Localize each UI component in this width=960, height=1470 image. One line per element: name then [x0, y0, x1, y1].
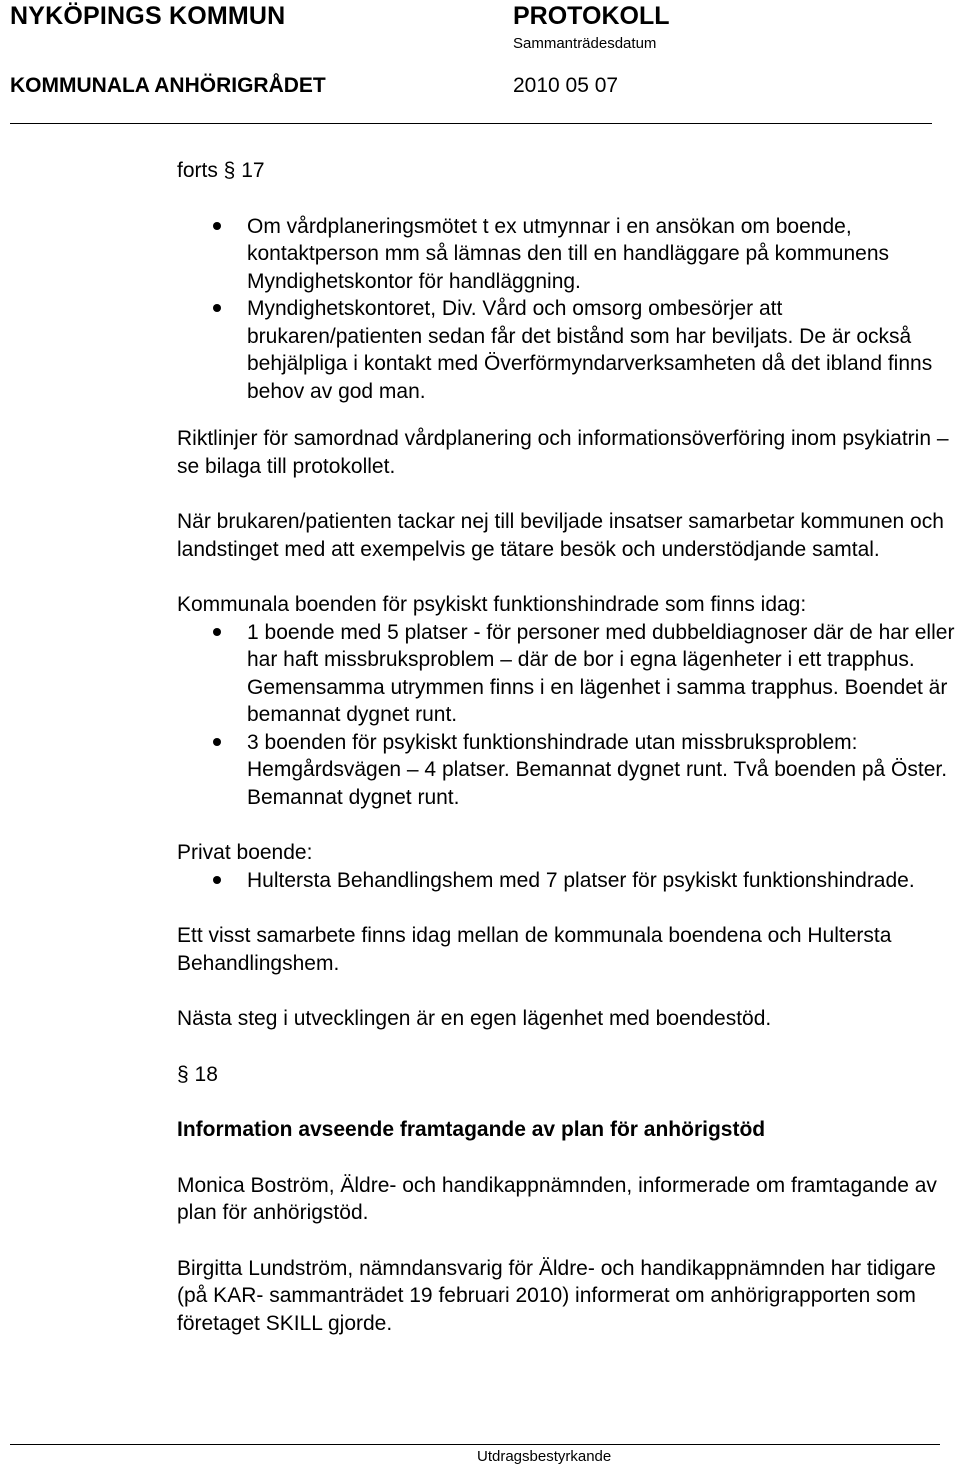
- kommunala-bullet-list: [177, 619, 957, 812]
- bullet-icon: [213, 876, 221, 884]
- bullet-icon: [213, 304, 221, 312]
- paragraph-nasta: Nästa steg i utvecklingen är en egen lägenhet med boendestöd.: [177, 1007, 772, 1030]
- meeting-date-label: Sammanträdesdatum: [513, 35, 657, 52]
- document-body: [177, 157, 957, 1337]
- paragraph-samarbete: Ett visst samarbete finns idag mellan de kommunala boendena och Hultersta Behandlingshem.: [177, 924, 892, 975]
- paragraph-birgitta: Birgitta Lundström, nämndansvarig för Äldre- och handikappnämnden har tidigare (på KAR- sammanträdet 19 februari 2010) informerat om anhörigrapporten som företaget SKILL gjorde.: [177, 1256, 936, 1335]
- list-item: Hultersta Behandlingshem med 7 platser för psykiskt funktionshindrade.: [176, 867, 957, 895]
- paragraph-privat: Privat boende:: [177, 841, 313, 864]
- bullet-icon: [213, 222, 221, 230]
- section-17-heading: forts § 17: [177, 159, 265, 182]
- paragraph-nar: När brukaren/patienten tackar nej till beviljade insatser samarbetar kommunen och landstinget med att exempelvis ge tätare besök och understödjande samtal.: [177, 510, 944, 561]
- privat-bullet-list: [177, 867, 957, 895]
- section-17-bullet-list: [177, 213, 957, 406]
- header-divider: [10, 123, 932, 124]
- bullet-icon: [213, 628, 221, 636]
- bullet-icon: [213, 738, 221, 746]
- section-18-title: Information avseende framtagande av plan för anhörigstöd: [177, 1118, 766, 1141]
- list-item: 3 boenden för psykiskt funktionshindrade utan missbruksproblem: Hemgårdsvägen – 4 platser. Bemannat dygnet runt. Två boenden på Öster. Bemannat dygnet runt.: [176, 729, 957, 812]
- meeting-date: 2010 05 07: [513, 74, 619, 97]
- footer-label: Utdragsbestyrkande: [477, 1448, 612, 1465]
- committee-name: KOMMUNALA ANHÖRIGRÅDET: [10, 74, 326, 97]
- paragraph-kommunala: Kommunala boenden för psykiskt funktionshindrade som finns idag:: [177, 593, 807, 616]
- document-type: PROTOKOLL: [513, 2, 670, 30]
- paragraph-monica: Monica Boström, Äldre- och handikappnämnden, informerade om framtagande av plan för anhörigstöd.: [177, 1173, 937, 1224]
- list-item: 1 boende med 5 platser - för personer med dubbeldiagnoser där de har eller har haft missbruksproblem – där de bor i egna lägenheter i ett trapphus. Gemensamma utrymmen finns i en lägenhet i samma trapphus. Boendet är bemannat dygnet runt.: [176, 619, 957, 729]
- section-18-heading: § 18: [177, 1062, 218, 1086]
- list-item: Myndighetskontoret, Div. Vård och omsorg ombesörjer att brukaren/patienten sedan får det bistånd som har beviljats. De är också behjälpliga i kontakt med Överförmyndarverksamheten då det ibland finns behov av god man.: [176, 295, 957, 405]
- footer-divider: [10, 1444, 940, 1445]
- municipality-name: NYKÖPINGS KOMMUN: [10, 2, 286, 30]
- list-item: Om vårdplaneringsmötet t ex utmynnar i en ansökan om boende, kontaktperson mm så lämnas den till en handläggare på kommunens Myndighetskontor för handläggning.: [176, 213, 957, 296]
- paragraph-riktlinjer: Riktlinjer för samordnad vårdplanering och informationsöverföring inom psykiatrin – se bilaga till protokollet.: [177, 427, 949, 478]
